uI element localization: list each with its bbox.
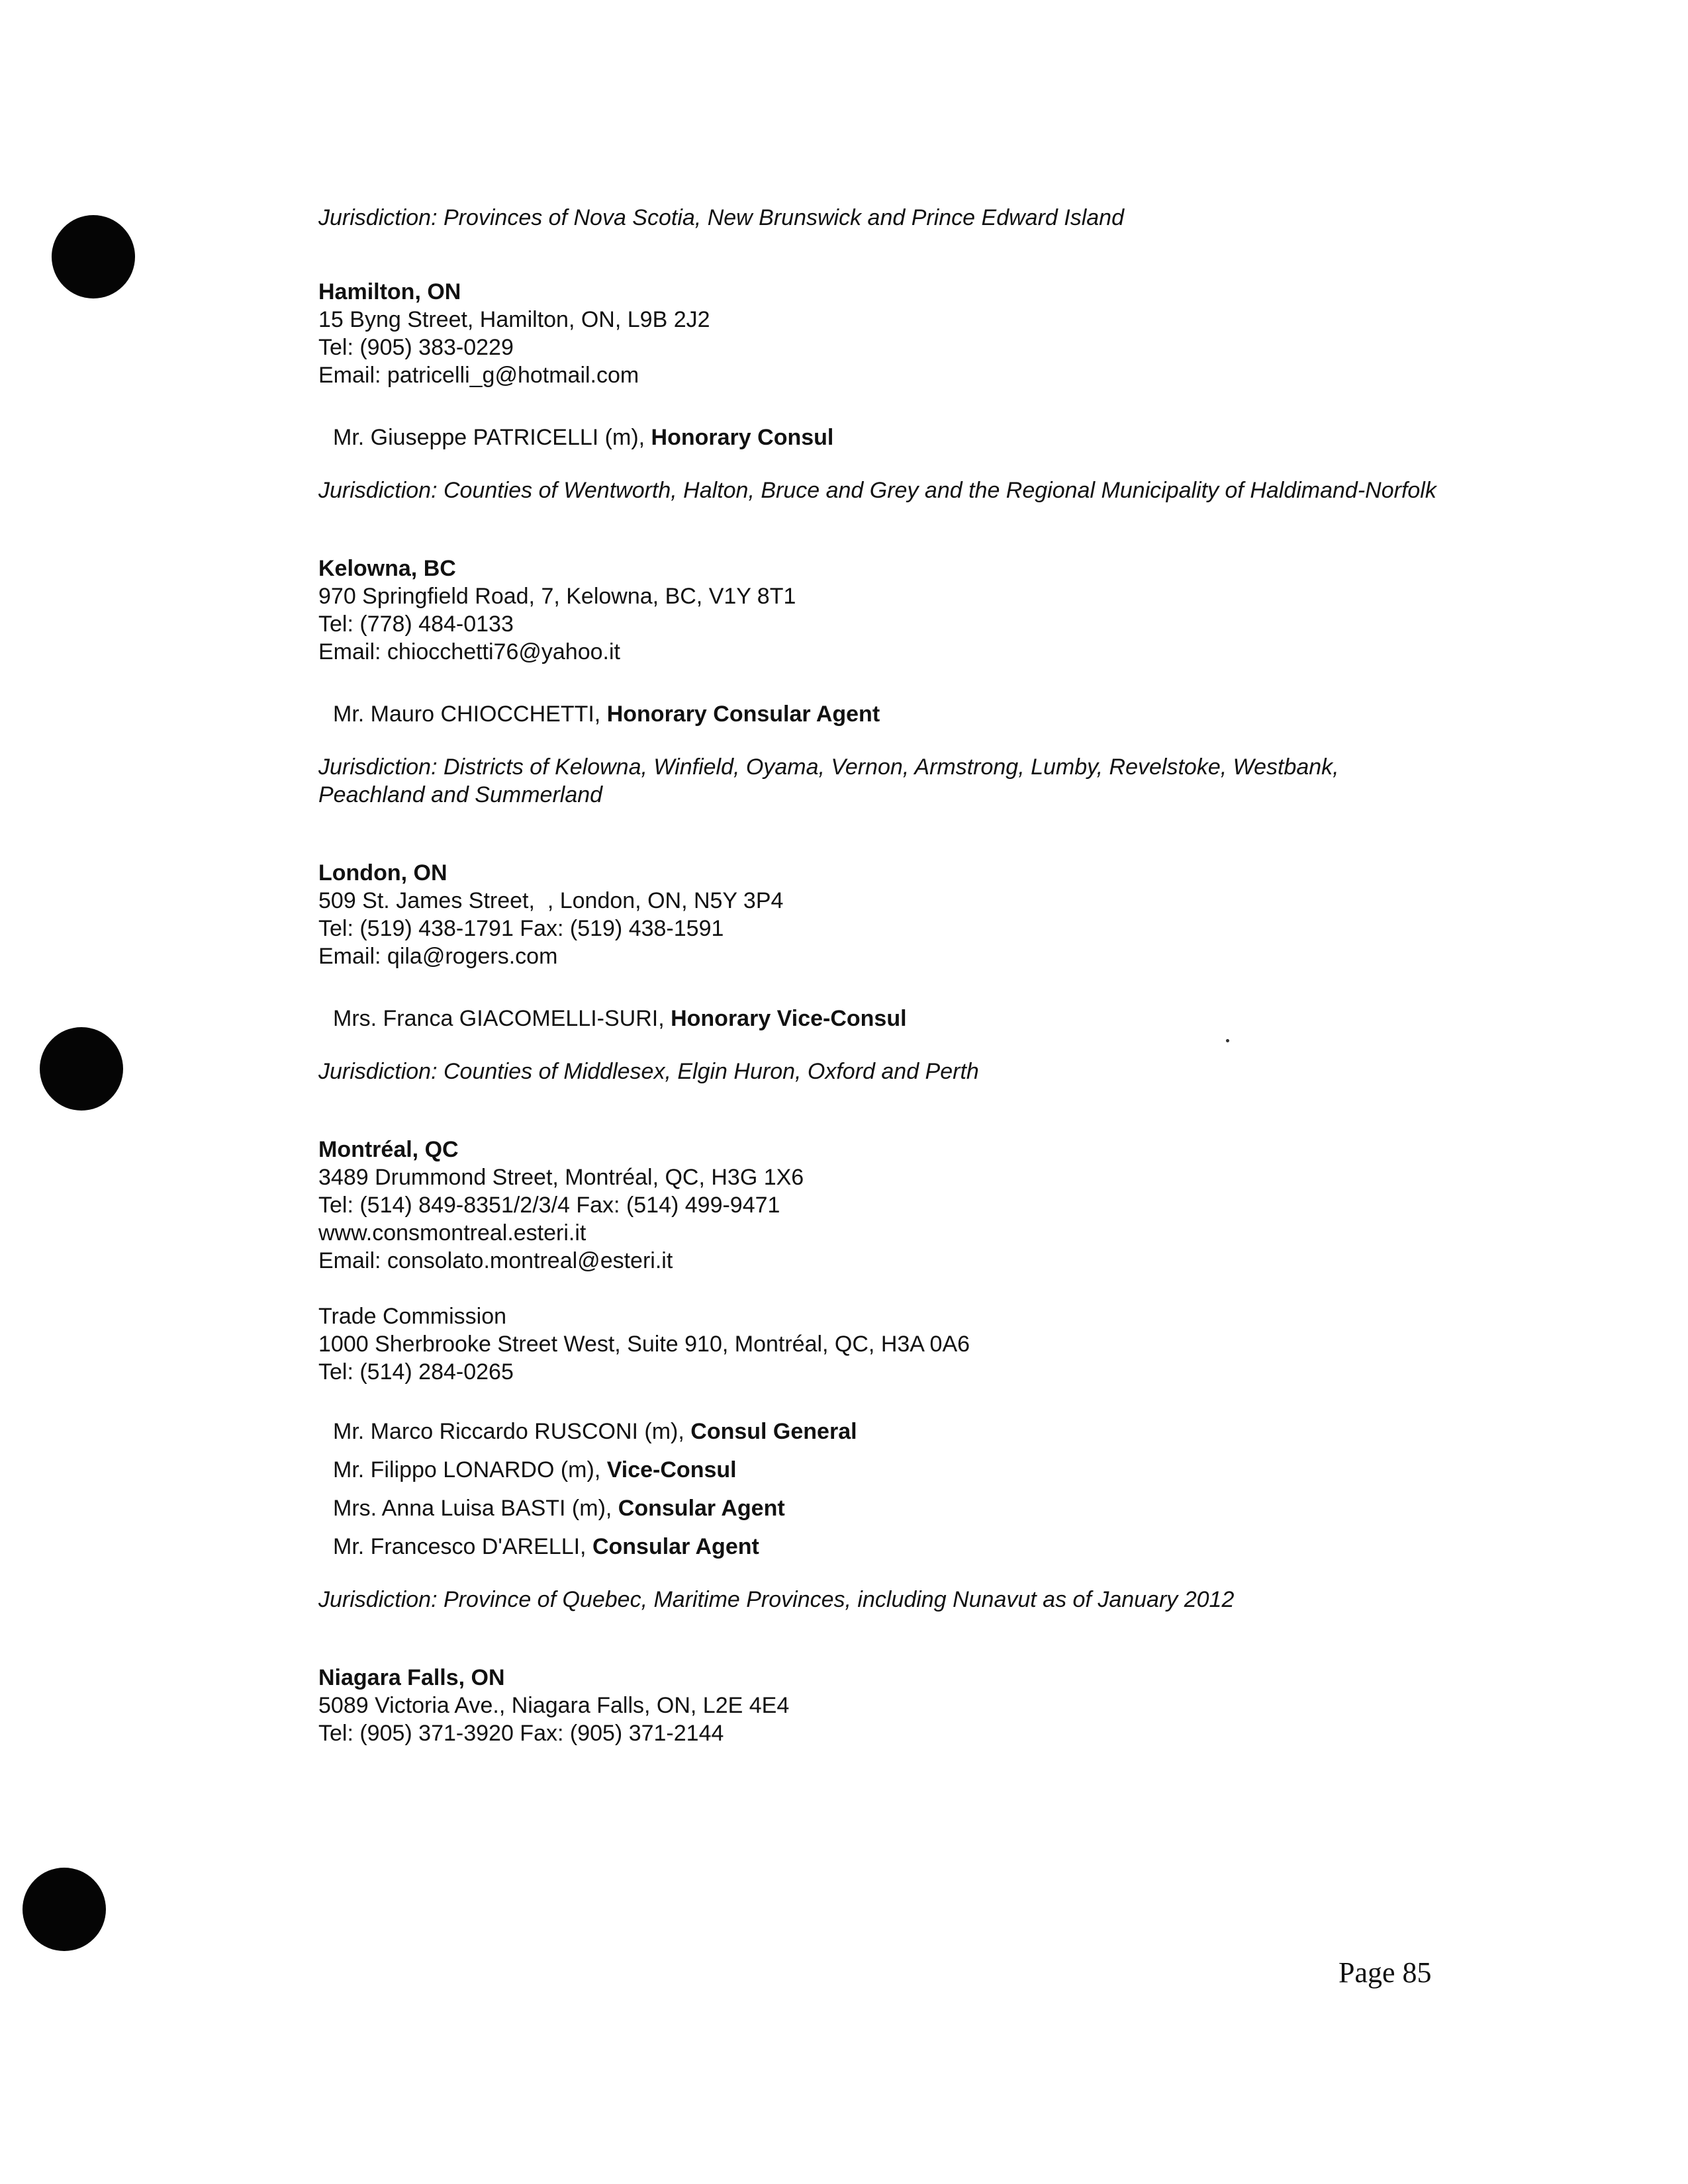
jurisdiction-text: Jurisdiction: Districts of Kelowna, Winfield, Oyama, Vernon, Armstrong, Lumby, Revelstoke, Westbank, Peachland and Summerland — [318, 754, 1339, 807]
person-name: Mr. Francesco D'ARELLI, — [333, 1534, 592, 1559]
location-title: Montréal, QC — [318, 1137, 459, 1162]
person-role: Honorary Vice-Consul — [671, 1006, 907, 1031]
jurisdiction-text: Jurisdiction: Province of Quebec, Maritime Provinces, including Nunavut as of January 2012 — [318, 1587, 1235, 1612]
binder-hole-bottom — [23, 1868, 106, 1951]
phone-line: Tel: (905) 371-3920 Fax: (905) 371-2144 — [318, 1721, 724, 1746]
entry-london — [318, 859, 1444, 1085]
address-line: 5089 Victoria Ave., Niagara Falls, ON, L2E 4E4 — [318, 1693, 790, 1718]
person-entry — [333, 1412, 1444, 1451]
phone-line: Tel: (514) 849-8351/2/3/4 Fax: (514) 499-9471 — [318, 1193, 780, 1218]
person-list — [318, 418, 1444, 457]
entry-hamilton — [318, 278, 1444, 504]
person-name: Mr. Mauro CHIOCCHETTI, — [333, 702, 607, 727]
entry-niagara-falls — [318, 1664, 1444, 1747]
page-number: Page 85 — [1338, 1956, 1432, 1989]
person-role: Vice-Consul — [606, 1457, 737, 1482]
person-role: Consul General — [690, 1419, 857, 1444]
entry-kelowna — [318, 555, 1444, 809]
document-body — [318, 204, 1444, 1747]
trade-commission-title: Trade Commission — [318, 1304, 507, 1329]
person-role: Consular Agent — [618, 1496, 785, 1521]
phone-line: Tel: (905) 383-0229 — [318, 335, 514, 360]
entry-montreal — [318, 1136, 1444, 1614]
person-name: Mrs. Anna Luisa BASTI (m), — [333, 1496, 618, 1521]
jurisdiction-text: Jurisdiction: Counties of Wentworth, Halton, Bruce and Grey and the Regional Municipality of Haldimand-Norfolk — [318, 478, 1436, 503]
address-line: 15 Byng Street, Hamilton, ON, L9B 2J2 — [318, 307, 710, 332]
address-line: 3489 Drummond Street, Montréal, QC, H3G 1X6 — [318, 1165, 804, 1190]
person-list — [318, 999, 1444, 1038]
person-entry — [333, 1527, 1444, 1566]
phone-line: Tel: (519) 438-1791 Fax: (519) 438-1591 — [318, 916, 724, 941]
email-line: Email: chiocchetti76@yahoo.it — [318, 639, 620, 664]
person-entry — [333, 1489, 1444, 1527]
person-role: Honorary Consular Agent — [606, 702, 880, 727]
person-role: Honorary Consul — [651, 425, 834, 450]
location-title: Niagara Falls, ON — [318, 1665, 505, 1690]
location-title: Kelowna, BC — [318, 556, 456, 581]
jurisdiction-text: Jurisdiction: Counties of Middlesex, Elgin Huron, Oxford and Perth — [318, 1059, 979, 1084]
person-list — [318, 1412, 1444, 1566]
binder-hole-middle — [40, 1027, 123, 1111]
trade-phone-line: Tel: (514) 284-0265 — [318, 1359, 514, 1385]
person-list — [318, 695, 1444, 733]
person-entry — [333, 418, 1444, 457]
website-line: www.consmontreal.esteri.it — [318, 1220, 586, 1246]
person-name: Mr. Filippo LONARDO (m), — [333, 1457, 607, 1482]
email-line: Email: qila@rogers.com — [318, 944, 558, 969]
address-line: 970 Springfield Road, 7, Kelowna, BC, V1Y 8T1 — [318, 584, 796, 609]
person-name: Mr. Marco Riccardo RUSCONI (m), — [333, 1419, 691, 1444]
address-line: 509 St. James Street, , London, ON, N5Y 3P4 — [318, 888, 784, 913]
email-line: Email: patricelli_g@hotmail.com — [318, 363, 639, 388]
jurisdiction-nova-scotia: Jurisdiction: Provinces of Nova Scotia, New Brunswick and Prince Edward Island — [318, 205, 1124, 230]
person-name: Mrs. Franca GIACOMELLI-SURI, — [333, 1006, 671, 1031]
person-entry — [333, 1451, 1444, 1489]
binder-hole-top — [52, 215, 135, 298]
trade-address-line: 1000 Sherbrooke Street West, Suite 910, Montréal, QC, H3A 0A6 — [318, 1332, 970, 1357]
phone-line: Tel: (778) 484-0133 — [318, 612, 514, 637]
person-entry — [333, 999, 1444, 1038]
person-entry — [333, 695, 1444, 733]
person-role: Consular Agent — [592, 1534, 759, 1559]
email-line: Email: consolato.montreal@esteri.it — [318, 1248, 673, 1273]
person-name: Mr. Giuseppe PATRICELLI (m), — [333, 425, 651, 450]
location-title: London, ON — [318, 860, 447, 886]
location-title: Hamilton, ON — [318, 279, 461, 304]
trade-commission — [318, 1302, 1444, 1386]
